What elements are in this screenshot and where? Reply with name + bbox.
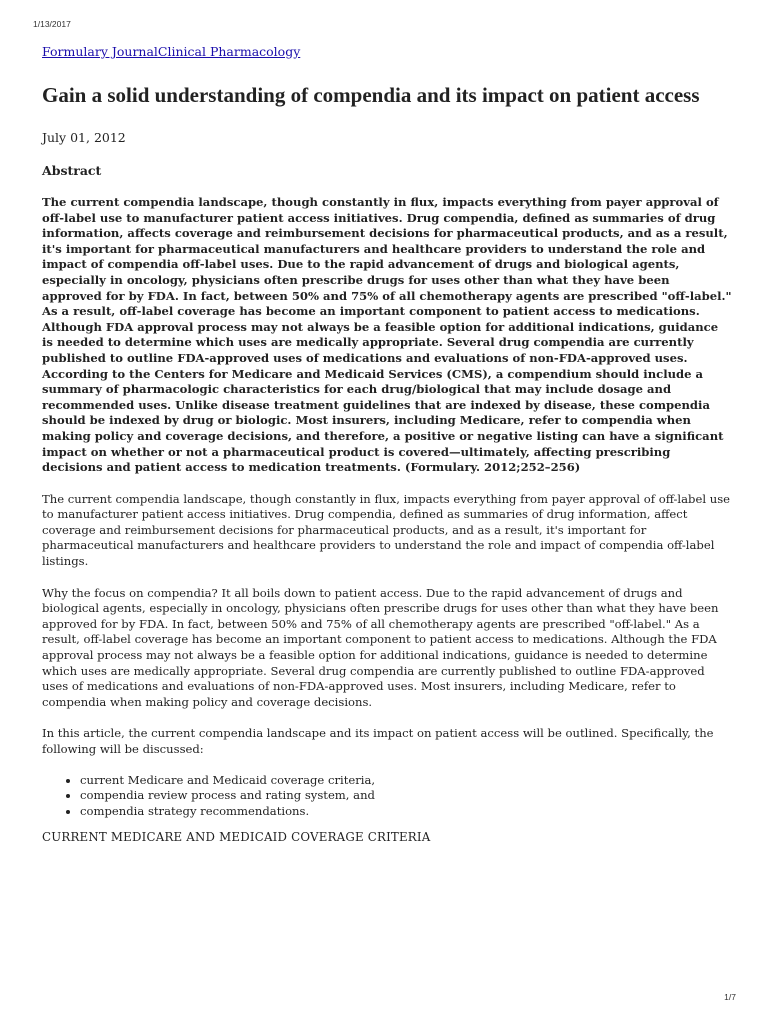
abstract-heading: Abstract [42, 163, 102, 178]
breadcrumb [42, 43, 732, 61]
abstract-text: The current compendia landscape, though constantly in flux, impacts everything from payer approval of off-label use to manufacturer patient access initiatives. Drug compendia, defined as summaries of drug information, affects coverage and reimbursement decisions for pharmaceutical products, and as a result, it's important for pharmaceutical manufacturers and healthcare providers to understand the role and impact of compendia off-label uses. Due to the rapid advancement of drugs and biological agents, especially in oncology, physicians often prescribe drugs for uses other than what they have been approved for by FDA. In fact, between 50% and 75% of all chemotherapy agents are prescribed "off-label." As a result, off-label coverage has become an important component to patient access to medications. Although FDA approval process may not always be a feasible option for additional indications, guidance is needed to determine which uses are medically appropriate. Several drug compendia are currently published to outline FDA-approved uses of medications and evaluations of non-FDA-approved uses. According to the Centers for Medicare and Medicaid Services (CMS), a compendium should include a summary of pharmacologic characteristics for each drug/biological that may include dosage and recommended uses. Unlike disease treatment guidelines that are indexed by disease, these compendia should be indexed by drug or biologic. Most insurers, including Medicare, refer to compendia when making policy and coverage decisions, and therefore, a positive or negative listing can have a significant impact on whether or not a pharmaceutical product is covered—ultimately, affecting prescribing decisions and patient access to medication treatments. (Formulary. 2012;252–256) [42, 195, 732, 475]
breadcrumb-link-formulary-journal[interactable]: Formulary Journal [42, 44, 158, 59]
article [42, 43, 732, 845]
breadcrumb-link-clinical-pharmacology[interactable]: Clinical Pharmacology [157, 44, 301, 59]
print-date: 1/13/2017 [33, 19, 71, 29]
publication-date: July 01, 2012 [42, 130, 126, 145]
body-paragraph-1: The current compendia landscape, though constantly in flux, impacts everything from payer approval of off-label use to manufacturer patient access initiatives. Drug compendia, defined as summaries of drug information, affect coverage and reimbursement decisions for pharmaceutical products, and as a result, it's important for pharmaceutical manufacturers and healthcare providers to understand the role and impact of compendia off-label listings. [42, 491, 731, 569]
list-item: • current Medicare and Medicaid coverage criteria, [80, 773, 732, 789]
topics-list [42, 773, 732, 820]
page-number: 1/7 [724, 992, 736, 1002]
body-paragraph-3: In this article, the current compendia landscape and its impact on patient access will be outlined. Specifically, the following will be discussed: [42, 726, 714, 756]
body-paragraph-2: Why the focus on compendia? It all boils down to patient access. Due to the rapid advancement of drugs and biological agents, especially in oncology, physicians often prescribe drugs for uses other than what they have been approved for by FDA. In fact, between 50% and 75% of all chemotherapy agents are prescribed "off-label." As a result, off-label coverage has become an important component to patient access to medications. Although the FDA approval process may not always be a feasible option for additional indications, guidance is needed to determine which uses are medically appropriate. Several drug compendia are currently published to outline FDA-approved uses of medications and evaluations of non-FDA-approved uses. Most insurers, including Medicare, refer to compendia when making policy and coverage decisions. [42, 585, 719, 709]
section-heading: CURRENT MEDICARE AND MEDICAID COVERAGE CRITERIA [42, 830, 431, 845]
list-item: • compendia review process and rating system, and [80, 788, 732, 804]
list-item: • compendia strategy recommendations. [80, 804, 732, 820]
article-title: Gain a solid understanding of compendia and its impact on patient access [42, 83, 700, 107]
